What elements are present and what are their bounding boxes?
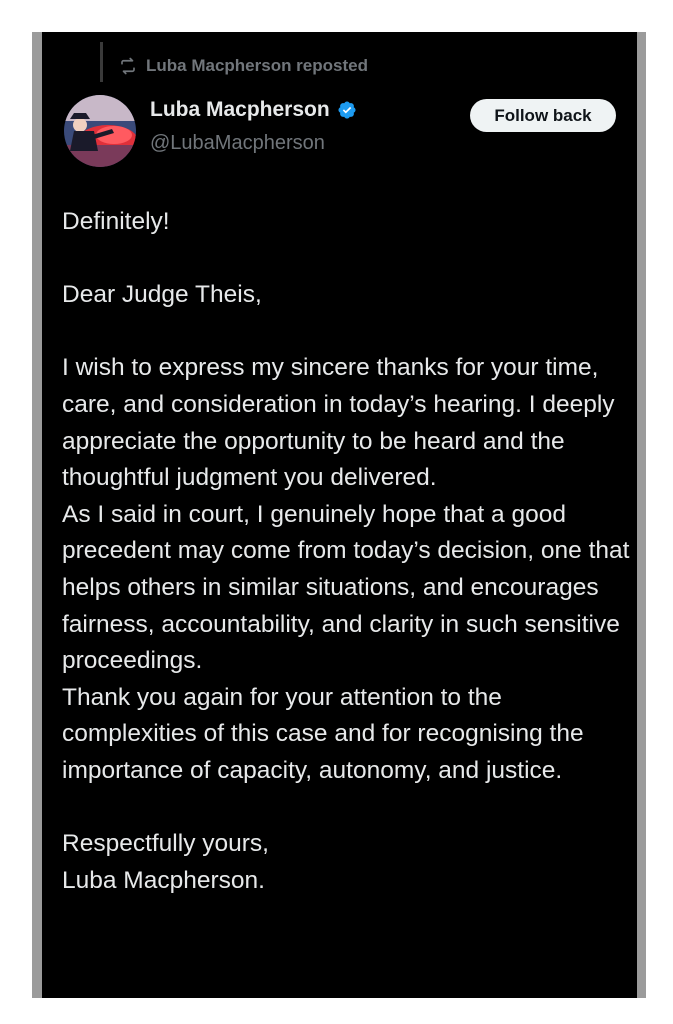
post-signature: Luba Macpherson. xyxy=(62,866,265,894)
screenshot-frame xyxy=(32,32,646,998)
post-card[interactable] xyxy=(42,32,637,998)
post-opening: Definitely! xyxy=(62,208,170,235)
thread-line xyxy=(100,42,103,82)
author-name[interactable]: Luba Macpherson xyxy=(150,98,330,121)
post-paragraph-3: Thank you again for your attention to the complexities of this case and for recognising the importance of capacity, autonomy, and justice. xyxy=(62,683,584,784)
follow-back-button[interactable]: Follow back xyxy=(470,99,616,132)
post-closing: Respectfully yours, xyxy=(62,830,269,858)
post-paragraph-2: As I said in court, I genuinely hope that a good precedent may come from today’s decision, one that helps others in similar situations, and encourages fairness, accountability, and clarity in such sensitive proceedings. xyxy=(62,500,630,675)
repost-icon xyxy=(118,57,138,75)
verified-badge-icon xyxy=(337,100,357,120)
post-text xyxy=(62,204,634,899)
post-salutation: Dear Judge Theis, xyxy=(62,281,262,309)
avatar[interactable] xyxy=(64,95,136,167)
repost-text: Luba Macpherson reposted xyxy=(146,56,368,75)
post-paragraph-1: I wish to express my sincere thanks for your time, care, and consideration in today’s hearing. I deeply appreciate the opportunity to be heard and the thoughtful judgment you delivered. xyxy=(62,354,615,492)
repost-indicator[interactable] xyxy=(118,56,368,76)
author-handle[interactable]: @LubaMacpherson xyxy=(150,132,325,154)
author-name-row[interactable] xyxy=(150,98,357,122)
